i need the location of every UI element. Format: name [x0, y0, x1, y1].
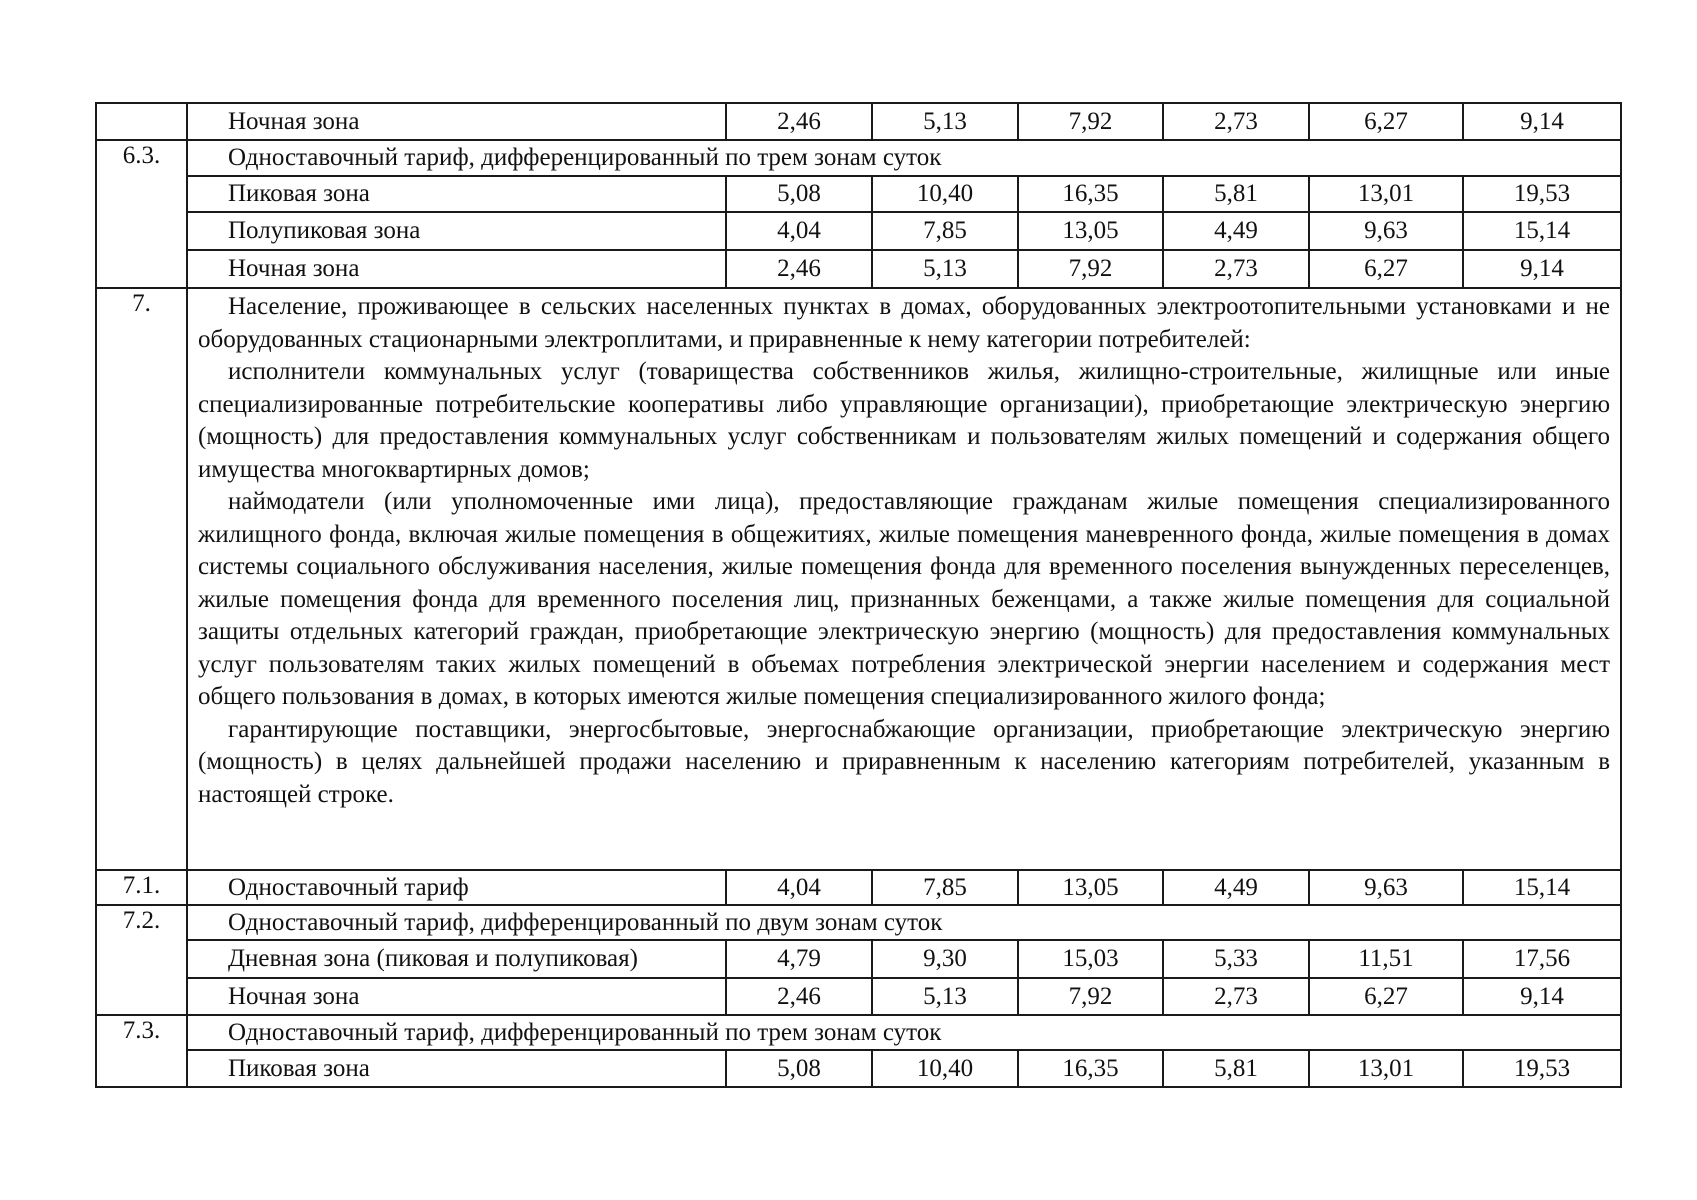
paragraph: исполнители коммунальных услуг (товарищества собственников жилья, жилищно-строительные, жилищные или иные специализированные потребительские кооперативы либо управляющие организации), приобретающие электрическую энергию (мощность) для предоставления коммунальных услуг собственникам и пользователям жилых помещений и содержания общего имущества многоквартирных домов; [198, 358, 1610, 483]
paragraph: Население, проживающее в сельских населенных пунктах в домах, оборудованных электроотопительными установками и не оборудованных стационарными электроплитами, и приравненные к нему категории потребителей: [198, 293, 1610, 353]
section-heading: Одноставочный тариф, дифференцированный по трем зонам суток [187, 140, 1621, 176]
paragraph: наймодатели (или уполномоченные ими лица), предоставляющие гражданам жилые помещения специализированного жилищного фонда, включая жилые помещения в общежитиях, жилые помещения маневренного фонда, жилые помещения в домах системы социального обслуживания населения, жилые помещения фонда для временного поселения вынужденных переселенцев, жилые помещения фонда для временного поселения лиц, признанных беженцами, а также жилые помещения для социальной защиты отдельных категорий граждан, приобретающие электрическую энергию (мощность) для предоставления коммунальных услуг пользователям таких жилых помещений в объемах потребления электрической энергии населением и содержания мест общего пользования в домах, в которых имеются жилые помещения специализированного жилого фонда; [198, 488, 1610, 710]
value-cell: 7,92 [1018, 978, 1163, 1015]
table-row [96, 940, 1621, 978]
value-cell: 7,92 [1018, 250, 1163, 288]
value-cell: 2,73 [1163, 978, 1309, 1015]
value-cell: 5,08 [726, 176, 872, 212]
value-cell: 4,49 [1163, 212, 1309, 250]
section-heading: Одноставочный тариф, дифференцированный по трем зонам суток [187, 1015, 1621, 1050]
value-cell: 13,05 [1018, 870, 1163, 905]
row-number: 7.1. [96, 870, 187, 905]
table-row [96, 176, 1621, 212]
value-cell: 15,14 [1463, 870, 1621, 905]
value-cell: 9,14 [1463, 250, 1621, 288]
value-cell: 5,13 [872, 250, 1018, 288]
row-number: 7.3. [96, 1015, 187, 1087]
row-number: 6.3. [96, 140, 187, 288]
value-cell: 13,05 [1018, 212, 1163, 250]
value-cell: 16,35 [1018, 176, 1163, 212]
paragraph: гарантирующие поставщики, энергосбытовые, энергоснабжающие организации, приобретающие электрическую энергию (мощность) в целях дальнейшей продажи населению и приравненным к населению категориям потребителей, указанным в настоящей строке. [198, 715, 1610, 808]
value-cell: 10,40 [872, 176, 1018, 212]
row-number: 7. [96, 288, 187, 870]
value-cell: 13,01 [1309, 1050, 1463, 1087]
row-number-cell [96, 103, 187, 140]
table-row [96, 1050, 1621, 1087]
value-cell: 7,92 [1018, 103, 1163, 140]
value-cell: 2,46 [726, 978, 872, 1015]
value-cell: 4,04 [726, 212, 872, 250]
value-cell: 4,04 [726, 870, 872, 905]
value-cell: 5,81 [1163, 1050, 1309, 1087]
row-label: Одноставочный тариф [187, 870, 726, 905]
value-cell: 15,14 [1463, 212, 1621, 250]
table-row [96, 250, 1621, 288]
table-row [96, 870, 1621, 905]
value-cell: 9,63 [1309, 212, 1463, 250]
value-cell: 9,14 [1463, 978, 1621, 1015]
value-cell: 2,73 [1163, 250, 1309, 288]
value-cell: 7,85 [872, 870, 1018, 905]
value-cell: 11,51 [1309, 940, 1463, 978]
row-label: Ночная зона [187, 978, 726, 1015]
value-cell: 17,56 [1463, 940, 1621, 978]
value-cell: 19,53 [1463, 176, 1621, 212]
table-row [96, 103, 1621, 140]
value-cell: 6,27 [1309, 250, 1463, 288]
value-cell: 5,13 [872, 978, 1018, 1015]
table-row [96, 1015, 1621, 1050]
value-cell: 16,35 [1018, 1050, 1163, 1087]
value-cell: 7,85 [872, 212, 1018, 250]
table-row [96, 978, 1621, 1015]
value-cell: 15,03 [1018, 940, 1163, 978]
table-row [96, 140, 1621, 176]
value-cell: 5,13 [872, 103, 1018, 140]
value-cell: 10,40 [872, 1050, 1018, 1087]
value-cell: 5,33 [1163, 940, 1309, 978]
value-cell: 5,81 [1163, 176, 1309, 212]
value-cell: 2,46 [726, 250, 872, 288]
section-heading: Одноставочный тариф, дифференцированный по двум зонам суток [187, 905, 1621, 940]
category-description [187, 288, 1621, 870]
tariff-table [95, 102, 1622, 1088]
value-cell: 4,79 [726, 940, 872, 978]
row-number: 7.2. [96, 905, 187, 1015]
value-cell: 13,01 [1309, 176, 1463, 212]
value-cell: 9,63 [1309, 870, 1463, 905]
value-cell: 6,27 [1309, 978, 1463, 1015]
row-label: Пиковая зона [187, 176, 726, 212]
value-cell: 19,53 [1463, 1050, 1621, 1087]
value-cell: 4,49 [1163, 870, 1309, 905]
value-cell: 9,14 [1463, 103, 1621, 140]
table-row [96, 288, 1621, 870]
value-cell: 6,27 [1309, 103, 1463, 140]
row-label: Полупиковая зона [187, 212, 726, 250]
value-cell: 5,08 [726, 1050, 872, 1087]
row-label: Ночная зона [187, 250, 726, 288]
value-cell: 2,73 [1163, 103, 1309, 140]
value-cell: 9,30 [872, 940, 1018, 978]
value-cell: 2,46 [726, 103, 872, 140]
row-label: Пиковая зона [187, 1050, 726, 1087]
row-label: Ночная зона [187, 103, 726, 140]
table-row [96, 905, 1621, 940]
table-row [96, 212, 1621, 250]
row-label: Дневная зона (пиковая и полупиковая) [187, 940, 726, 978]
